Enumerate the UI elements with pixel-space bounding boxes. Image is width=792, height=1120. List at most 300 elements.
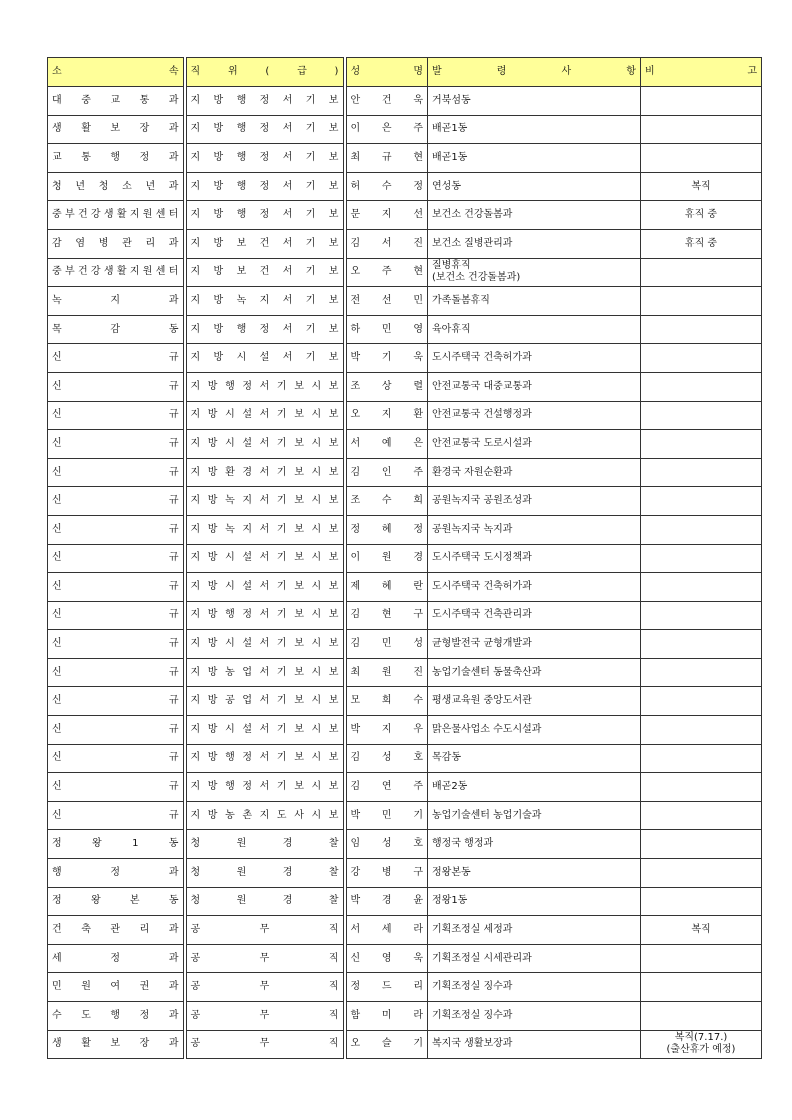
table-row — [48, 716, 762, 745]
position-cell — [185, 229, 345, 258]
name-cell-text: 박 기 욱 — [350, 352, 423, 364]
affiliation-cell — [48, 658, 185, 687]
affiliation-cell — [48, 144, 185, 173]
appointment-cell-text: 평생교육원 중앙도서관 — [432, 695, 532, 707]
position-cell — [185, 859, 345, 888]
remarks-cell — [641, 172, 762, 201]
remarks-cell — [641, 344, 762, 373]
position-cell-text: 지 방 녹 지 서 기 보 시 보 — [190, 523, 339, 535]
affiliation-cell — [48, 801, 185, 830]
appointment-cell-text: 환경국 자원순환과 — [432, 466, 513, 478]
appointment-cell — [428, 87, 641, 116]
position-cell — [185, 1030, 345, 1059]
position-cell-text: 공 무 직 — [190, 1038, 339, 1050]
appointment-cell — [428, 144, 641, 173]
appointment-cell-text: 육아휴직 — [432, 323, 471, 335]
position-cell-text: 지 방 농 업 서 기 보 시 보 — [190, 666, 339, 678]
affiliation-cell-text: 신 규 — [52, 552, 179, 564]
position-cell — [185, 573, 345, 602]
affiliation-cell-text: 신 규 — [52, 409, 179, 421]
name-cell-text: 최 규 현 — [350, 151, 423, 163]
affiliation-cell-text: 세 정 과 — [52, 952, 179, 964]
table-row — [48, 658, 762, 687]
remarks-cell — [641, 487, 762, 516]
name-cell-text: 김 현 구 — [350, 609, 423, 621]
appointment-cell — [428, 830, 641, 859]
name-cell — [345, 887, 428, 916]
table-row — [48, 115, 762, 144]
table-row — [48, 401, 762, 430]
name-cell — [345, 601, 428, 630]
name-cell-text: 오 지 환 — [350, 409, 423, 421]
appointment-cell — [428, 573, 641, 602]
affiliation-cell — [48, 287, 185, 316]
remarks-cell — [641, 944, 762, 973]
position-cell — [185, 458, 345, 487]
affiliation-cell-text: 신 규 — [52, 466, 179, 478]
position-cell-text: 지 방 행 정 서 기 보 — [190, 209, 339, 221]
position-cell-text: 공 무 직 — [190, 981, 339, 993]
remarks-cell — [641, 458, 762, 487]
position-cell — [185, 630, 345, 659]
affiliation-cell-text: 신 규 — [52, 580, 179, 592]
appointment-cell — [428, 115, 641, 144]
affiliation-cell — [48, 487, 185, 516]
position-cell — [185, 344, 345, 373]
name-cell-text: 박 민 기 — [350, 809, 423, 821]
position-cell-text: 청 원 경 찰 — [190, 838, 339, 850]
appointment-cell — [428, 801, 641, 830]
table-row — [48, 773, 762, 802]
affiliation-cell-text: 녹 지 과 — [52, 294, 179, 306]
position-cell-text: 지 방 행 정 서 기 보 시 보 — [190, 380, 339, 392]
appointment-cell-text: 배곧2동 — [432, 781, 468, 793]
remarks-cell — [641, 658, 762, 687]
appointment-cell-text: 기획조정실 세정과 — [432, 924, 513, 936]
remarks-cell — [641, 315, 762, 344]
affiliation-cell — [48, 773, 185, 802]
remarks-cell — [641, 801, 762, 830]
affiliation-cell — [48, 315, 185, 344]
position-cell — [185, 115, 345, 144]
appointment-cell — [428, 515, 641, 544]
position-cell-text: 지 방 행 정 서 기 보 시 보 — [190, 752, 339, 764]
name-cell-text: 조 상 렬 — [350, 380, 423, 392]
affiliation-cell — [48, 172, 185, 201]
name-cell — [345, 430, 428, 459]
affiliation-cell-text: 신 규 — [52, 495, 179, 507]
name-cell — [345, 544, 428, 573]
remarks-cell — [641, 258, 762, 287]
name-cell-text: 오 슬 기 — [350, 1038, 423, 1050]
affiliation-cell-text: 정 왕 본 동 — [52, 895, 179, 907]
appointment-cell — [428, 315, 641, 344]
name-cell — [345, 630, 428, 659]
name-cell — [345, 115, 428, 144]
appointment-cell — [428, 973, 641, 1002]
name-cell-text: 전 선 민 — [350, 294, 423, 306]
position-cell — [185, 687, 345, 716]
remarks-cell — [641, 430, 762, 459]
affiliation-cell — [48, 87, 185, 116]
appointment-cell — [428, 916, 641, 945]
position-cell — [185, 144, 345, 173]
name-cell — [345, 372, 428, 401]
header-name: 성 명 — [345, 58, 428, 87]
name-cell — [345, 258, 428, 287]
name-cell — [345, 401, 428, 430]
appointment-cell — [428, 372, 641, 401]
appointment-cell-text: 질병휴직 (보건소 건강돌봄과) — [432, 260, 521, 284]
position-cell-text: 청 원 경 찰 — [190, 895, 339, 907]
table-row — [48, 1002, 762, 1031]
affiliation-cell — [48, 687, 185, 716]
table-row — [48, 687, 762, 716]
name-cell — [345, 458, 428, 487]
remarks-cell — [641, 201, 762, 230]
name-cell — [345, 487, 428, 516]
position-cell — [185, 287, 345, 316]
name-cell — [345, 687, 428, 716]
table-row — [48, 515, 762, 544]
table-row — [48, 573, 762, 602]
remarks-cell — [641, 716, 762, 745]
name-cell — [345, 1002, 428, 1031]
name-cell — [345, 658, 428, 687]
appointment-cell-text: 거북섬동 — [432, 94, 471, 106]
affiliation-cell-text: 교 통 행 정 과 — [52, 151, 179, 163]
affiliation-cell — [48, 887, 185, 916]
remarks-cell — [641, 515, 762, 544]
position-cell — [185, 372, 345, 401]
name-cell — [345, 515, 428, 544]
table-row — [48, 744, 762, 773]
appointment-cell-text: 도시주택국 건축관리과 — [432, 609, 532, 621]
table-row — [48, 630, 762, 659]
position-cell — [185, 944, 345, 973]
affiliation-cell — [48, 115, 185, 144]
appointment-cell — [428, 201, 641, 230]
affiliation-cell — [48, 1002, 185, 1031]
position-cell-text: 지 방 행 정 서 기 보 — [190, 151, 339, 163]
appointment-cell-text: 기획조정실 시세관리과 — [432, 952, 532, 964]
appointment-cell — [428, 1002, 641, 1031]
name-cell-text: 모 희 수 — [350, 695, 423, 707]
name-cell — [345, 744, 428, 773]
affiliation-cell — [48, 716, 185, 745]
name-cell — [345, 344, 428, 373]
affiliation-cell-text: 감 염 병 관 리 과 — [52, 237, 179, 249]
affiliation-cell — [48, 458, 185, 487]
appointment-cell-text: 기획조정실 징수과 — [432, 1009, 513, 1021]
appointment-cell — [428, 658, 641, 687]
position-cell — [185, 887, 345, 916]
remarks-cell — [641, 115, 762, 144]
appointment-cell — [428, 1030, 641, 1059]
appointment-cell-text: 정왕1동 — [432, 895, 468, 907]
position-cell — [185, 87, 345, 116]
position-cell — [185, 544, 345, 573]
affiliation-cell — [48, 344, 185, 373]
name-cell — [345, 573, 428, 602]
name-cell — [345, 1030, 428, 1059]
header-row — [48, 58, 762, 87]
remarks-cell-text: 복직 — [691, 924, 711, 936]
affiliation-cell — [48, 515, 185, 544]
name-cell — [345, 859, 428, 888]
affiliation-cell — [48, 258, 185, 287]
position-cell-text: 지 방 시 설 서 기 보 시 보 — [190, 409, 339, 421]
appointment-cell-text: 목감동 — [432, 752, 461, 764]
name-cell-text: 박 지 우 — [350, 723, 423, 735]
name-cell — [345, 315, 428, 344]
name-cell — [345, 87, 428, 116]
remarks-cell-text: 복직(7.17.) (출산휴가 예정) — [666, 1032, 736, 1056]
affiliation-cell — [48, 229, 185, 258]
appointment-cell — [428, 172, 641, 201]
name-cell-text: 문 지 선 — [350, 209, 423, 221]
affiliation-cell — [48, 573, 185, 602]
name-cell-text: 임 성 호 — [350, 838, 423, 850]
name-cell-text: 서 세 라 — [350, 924, 423, 936]
affiliation-cell-text: 대 중 교 통 과 — [52, 94, 179, 106]
remarks-cell — [641, 630, 762, 659]
affiliation-cell — [48, 859, 185, 888]
affiliation-cell — [48, 744, 185, 773]
affiliation-cell-text: 신 규 — [52, 752, 179, 764]
appointment-cell — [428, 287, 641, 316]
affiliation-cell-text: 정 왕 1 동 — [52, 838, 179, 850]
position-cell-text: 지 방 행 정 서 기 보 — [190, 94, 339, 106]
appointment-cell-text: 농업기술센터 농업기술과 — [432, 809, 542, 821]
name-cell — [345, 944, 428, 973]
name-cell — [345, 201, 428, 230]
table-row — [48, 258, 762, 287]
appointment-table — [47, 57, 762, 1059]
appointment-cell — [428, 944, 641, 973]
table-row — [48, 344, 762, 373]
header-remarks: 비 고 — [641, 58, 762, 87]
table-row — [48, 1030, 762, 1059]
name-cell — [345, 773, 428, 802]
position-cell-text: 지 방 행 정 서 기 보 시 보 — [190, 609, 339, 621]
position-cell — [185, 1002, 345, 1031]
affiliation-cell-text: 중 부 건 강 생 활 지 원 센 터 — [52, 266, 179, 278]
position-cell-text: 지 방 녹 지 서 기 보 시 보 — [190, 495, 339, 507]
position-cell-text: 공 무 직 — [190, 952, 339, 964]
table-row — [48, 430, 762, 459]
table-row — [48, 973, 762, 1002]
affiliation-cell — [48, 973, 185, 1002]
table-row — [48, 229, 762, 258]
name-cell-text: 하 민 영 — [350, 323, 423, 335]
remarks-cell — [641, 687, 762, 716]
appointment-cell-text: 농업기술센터 동물축산과 — [432, 666, 542, 678]
position-cell-text: 공 무 직 — [190, 1009, 339, 1021]
position-cell-text: 지 방 시 설 서 기 보 시 보 — [190, 580, 339, 592]
remarks-cell — [641, 229, 762, 258]
position-cell — [185, 744, 345, 773]
appointment-cell — [428, 344, 641, 373]
position-cell — [185, 172, 345, 201]
affiliation-cell-text: 행 정 과 — [52, 866, 179, 878]
table-row — [48, 859, 762, 888]
position-cell — [185, 601, 345, 630]
affiliation-cell — [48, 916, 185, 945]
remarks-cell — [641, 1030, 762, 1059]
appointment-cell — [428, 229, 641, 258]
position-cell-text: 지 방 시 설 서 기 보 시 보 — [190, 552, 339, 564]
appointment-cell-text: 기획조정실 징수과 — [432, 981, 513, 993]
affiliation-cell-text: 민 원 여 권 과 — [52, 981, 179, 993]
name-cell — [345, 916, 428, 945]
name-cell-text: 정 혜 정 — [350, 523, 423, 535]
appointment-cell-text: 정왕본동 — [432, 866, 471, 878]
position-cell-text: 지 방 시 설 서 기 보 시 보 — [190, 638, 339, 650]
affiliation-cell-text: 신 규 — [52, 695, 179, 707]
name-cell-text: 강 병 구 — [350, 866, 423, 878]
affiliation-cell-text: 신 규 — [52, 781, 179, 793]
table-row — [48, 87, 762, 116]
name-cell-text: 이 원 경 — [350, 552, 423, 564]
position-cell-text: 지 방 행 정 서 기 보 — [190, 123, 339, 135]
remarks-cell — [641, 887, 762, 916]
appointment-cell — [428, 687, 641, 716]
affiliation-cell-text: 신 규 — [52, 666, 179, 678]
table-row — [48, 887, 762, 916]
position-cell — [185, 401, 345, 430]
table-row — [48, 458, 762, 487]
position-cell-text: 청 원 경 찰 — [190, 866, 339, 878]
remarks-cell — [641, 372, 762, 401]
name-cell-text: 김 서 진 — [350, 237, 423, 249]
remarks-cell — [641, 87, 762, 116]
name-cell-text: 이 은 주 — [350, 123, 423, 135]
name-cell — [345, 830, 428, 859]
table-row — [48, 144, 762, 173]
appointment-cell — [428, 487, 641, 516]
affiliation-cell — [48, 830, 185, 859]
affiliation-cell-text: 신 규 — [52, 809, 179, 821]
name-cell-text: 최 원 진 — [350, 666, 423, 678]
table-row — [48, 944, 762, 973]
appointment-cell-text: 도시주택국 건축허가과 — [432, 352, 532, 364]
appointment-cell-text: 균형발전국 균형개발과 — [432, 638, 532, 650]
position-cell-text: 지 방 보 건 서 기 보 — [190, 266, 339, 278]
name-cell-text: 김 민 성 — [350, 638, 423, 650]
header-position: 직 위 ( 급 ) — [185, 58, 345, 87]
affiliation-cell — [48, 601, 185, 630]
affiliation-cell — [48, 544, 185, 573]
appointment-cell — [428, 744, 641, 773]
remarks-cell-text: 휴직 중 — [684, 237, 718, 249]
position-cell-text: 지 방 행 정 서 기 보 — [190, 180, 339, 192]
position-cell — [185, 801, 345, 830]
position-cell — [185, 773, 345, 802]
appointment-cell-text: 맑은물사업소 수도시설과 — [432, 723, 542, 735]
name-cell-text: 신 영 욱 — [350, 952, 423, 964]
name-cell-text: 정 드 리 — [350, 981, 423, 993]
name-cell-text: 박 경 윤 — [350, 895, 423, 907]
affiliation-cell — [48, 1030, 185, 1059]
appointment-cell — [428, 630, 641, 659]
appointment-cell — [428, 458, 641, 487]
affiliation-cell — [48, 944, 185, 973]
position-cell-text: 지 방 농 촌 지 도 사 시 보 — [190, 809, 339, 821]
table-row — [48, 287, 762, 316]
appointment-cell — [428, 544, 641, 573]
table-row — [48, 801, 762, 830]
table-row — [48, 172, 762, 201]
appointment-cell-text: 안전교통국 건설행정과 — [432, 409, 532, 421]
remarks-cell — [641, 744, 762, 773]
position-cell — [185, 258, 345, 287]
position-cell — [185, 515, 345, 544]
name-cell-text: 안 건 욱 — [350, 94, 423, 106]
affiliation-cell-text: 신 규 — [52, 352, 179, 364]
appointment-cell — [428, 859, 641, 888]
remarks-cell — [641, 973, 762, 1002]
remarks-cell — [641, 773, 762, 802]
position-cell — [185, 487, 345, 516]
position-cell — [185, 716, 345, 745]
header-appointment: 발 령 사 항 — [428, 58, 641, 87]
table-row — [48, 544, 762, 573]
position-cell-text: 공 무 직 — [190, 924, 339, 936]
table-row — [48, 830, 762, 859]
position-cell — [185, 830, 345, 859]
affiliation-cell-text: 신 규 — [52, 638, 179, 650]
appointment-cell-text: 가족돌봄휴직 — [432, 294, 490, 306]
position-cell — [185, 315, 345, 344]
affiliation-cell-text: 건 축 관 리 과 — [52, 924, 179, 936]
remarks-cell — [641, 144, 762, 173]
remarks-cell — [641, 601, 762, 630]
position-cell-text: 지 방 행 정 서 기 보 시 보 — [190, 781, 339, 793]
table-row — [48, 372, 762, 401]
name-cell — [345, 144, 428, 173]
position-cell-text: 지 방 공 업 서 기 보 시 보 — [190, 695, 339, 707]
affiliation-cell-text: 신 규 — [52, 723, 179, 735]
appointment-cell-text: 배곧1동 — [432, 123, 468, 135]
appointment-cell — [428, 601, 641, 630]
affiliation-cell-text: 신 규 — [52, 380, 179, 392]
remarks-cell — [641, 544, 762, 573]
name-cell — [345, 229, 428, 258]
position-cell-text: 지 방 보 건 서 기 보 — [190, 237, 339, 249]
appointment-cell-text: 보건소 건강돌봄과 — [432, 209, 513, 221]
affiliation-cell-text: 신 규 — [52, 437, 179, 449]
name-cell — [345, 172, 428, 201]
affiliation-cell-text: 청 년 청 소 년 과 — [52, 180, 179, 192]
appointment-cell — [428, 773, 641, 802]
header-affiliation: 소 속 — [48, 58, 185, 87]
affiliation-cell — [48, 201, 185, 230]
table-row — [48, 487, 762, 516]
appointment-cell — [428, 887, 641, 916]
appointment-cell-text: 도시주택국 건축허가과 — [432, 580, 532, 592]
appointment-cell-text: 도시주택국 도시정책과 — [432, 552, 532, 564]
name-cell-text: 오 주 현 — [350, 266, 423, 278]
appointment-cell-text: 보건소 질병관리과 — [432, 237, 513, 249]
position-cell — [185, 201, 345, 230]
remarks-cell — [641, 573, 762, 602]
remarks-cell — [641, 287, 762, 316]
position-cell-text: 지 방 시 설 서 기 보 — [190, 352, 339, 364]
appointment-cell-text: 안전교통국 도로시설과 — [432, 437, 532, 449]
affiliation-cell — [48, 430, 185, 459]
remarks-cell — [641, 401, 762, 430]
